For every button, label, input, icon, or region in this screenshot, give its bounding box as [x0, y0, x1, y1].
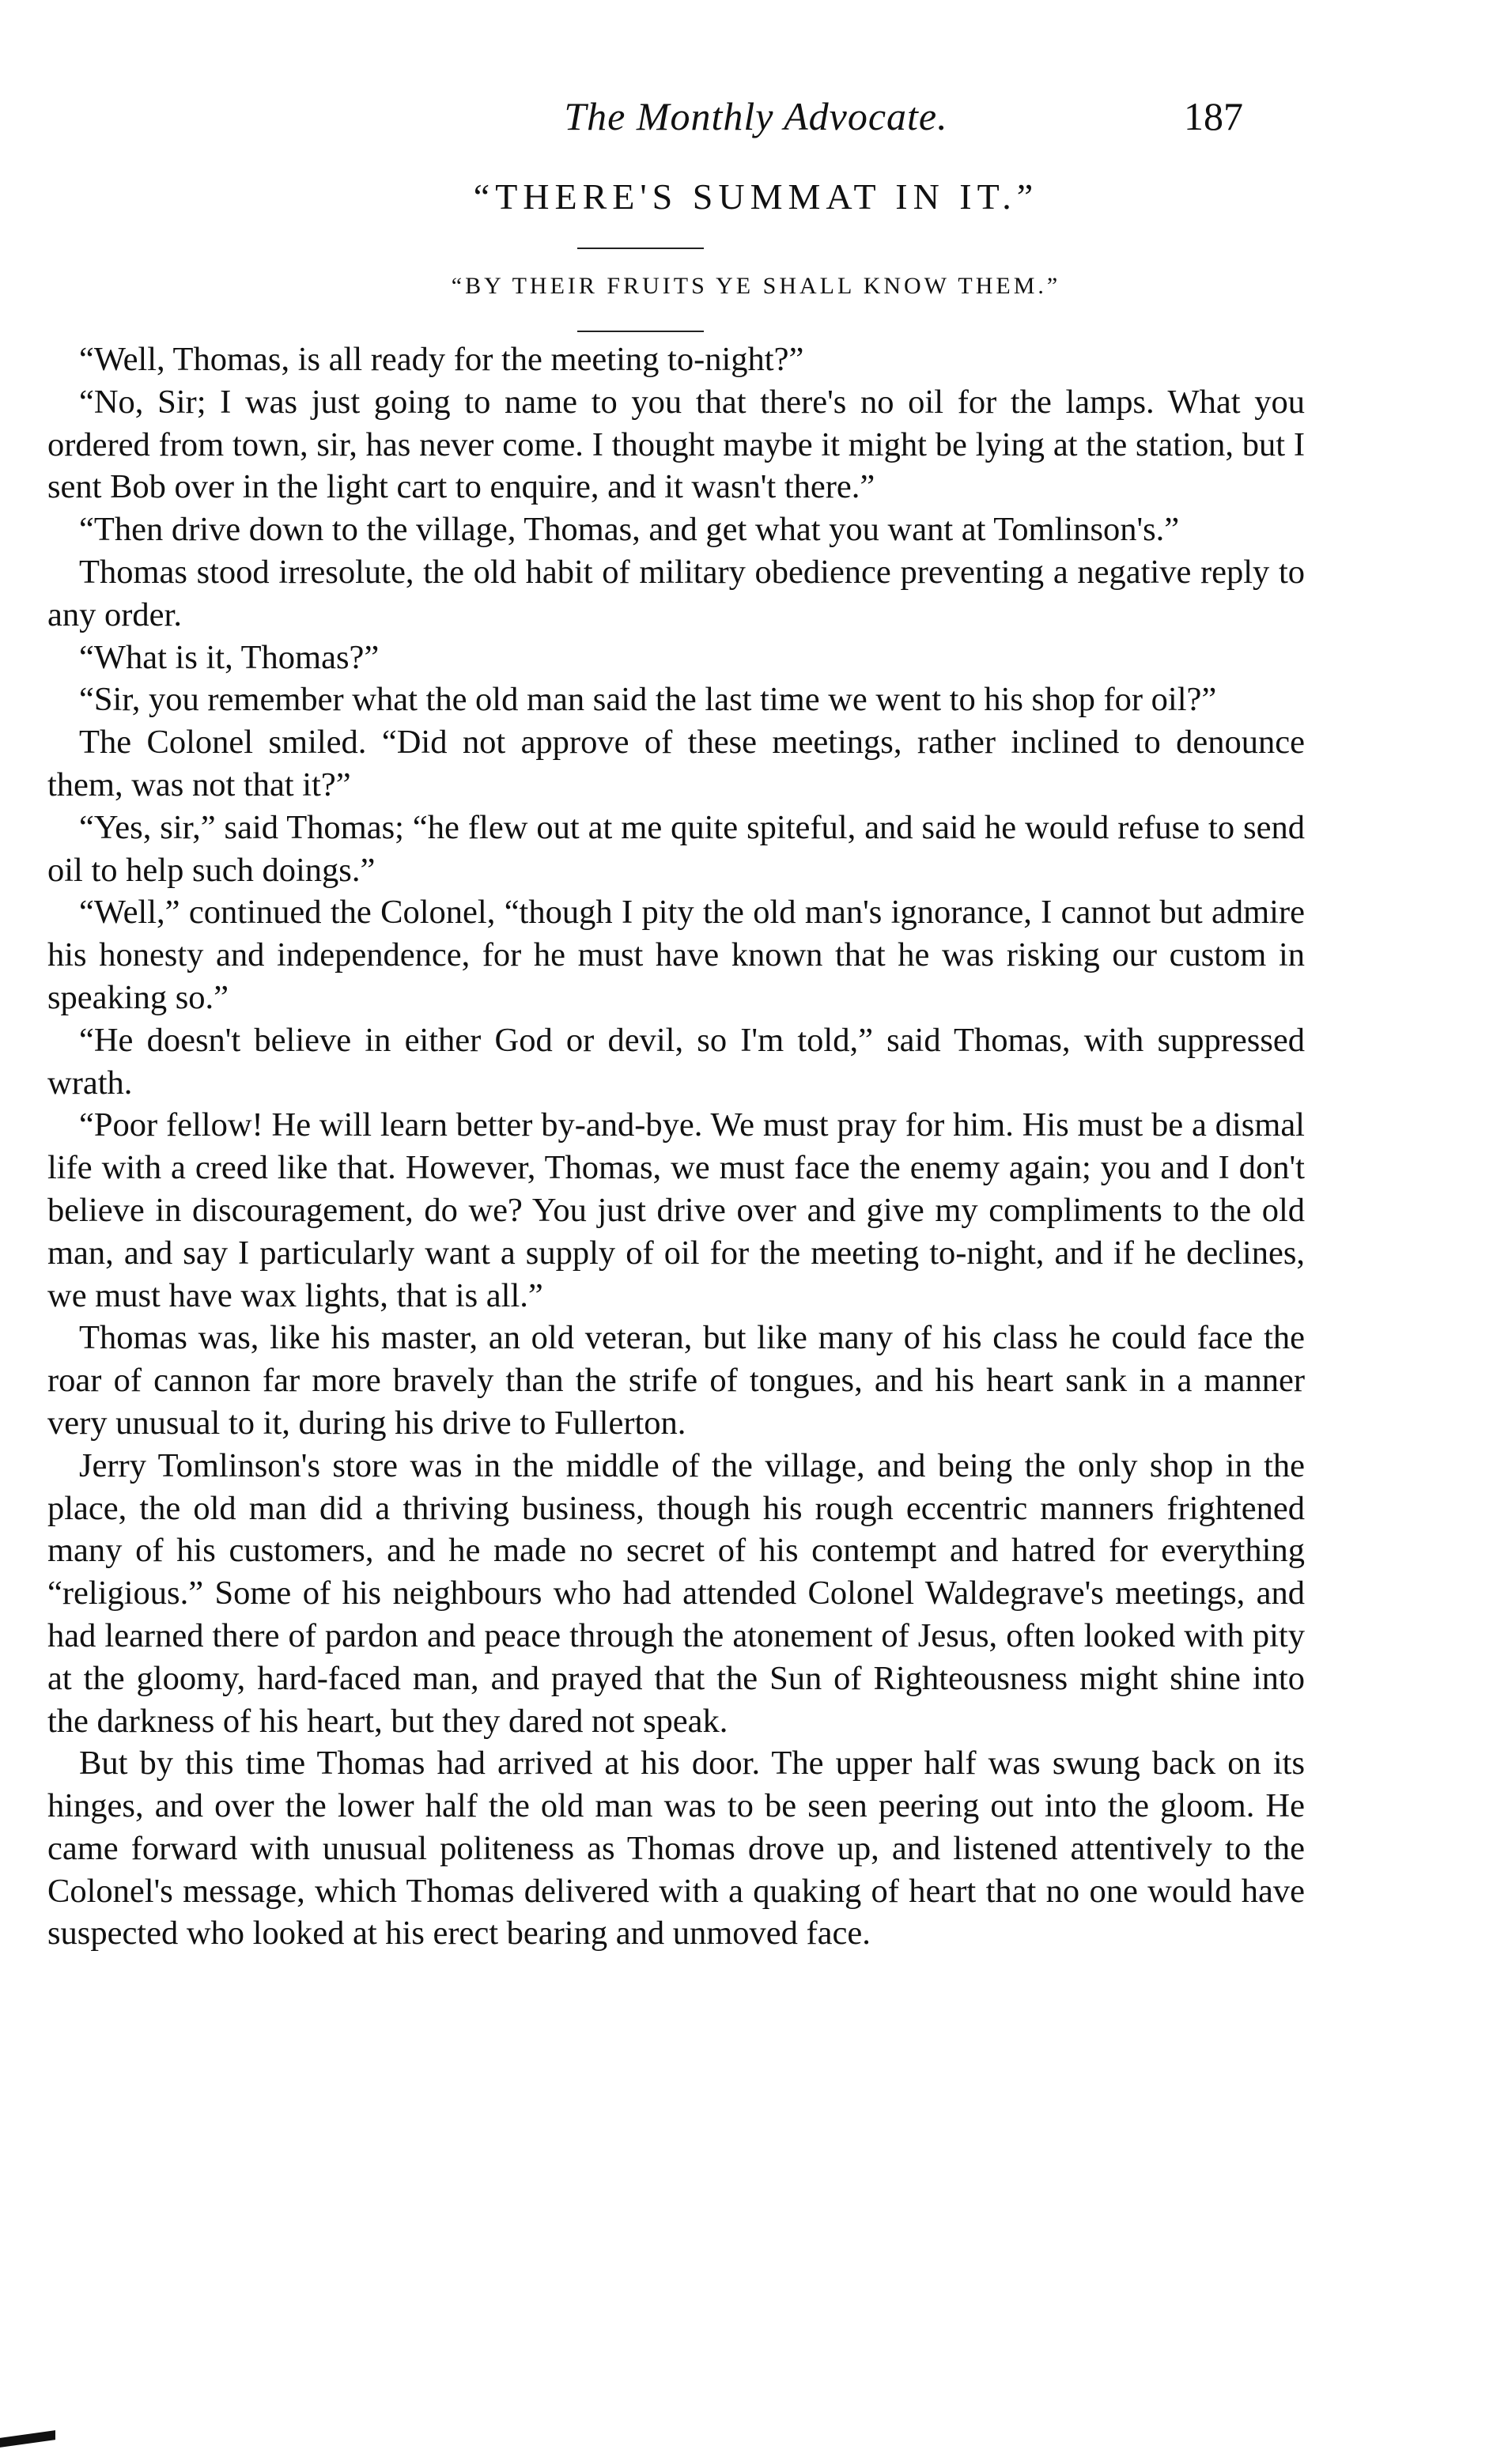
title-rule: [577, 248, 704, 249]
paragraph: “Sir, you remember what the old man said the last time we went to his shop for oil?”: [79, 681, 1217, 719]
paragraph: Jerry Tomlinson's store was in the middle of the village, and being the only shop in the place, the old man did a thriving business, though his rough eccentric manners frightened many of his customers, and he made no secret of his contempt and hatred for everything “religious.” Some of his neighbours who had attended Colonel Waldegrave's meetings, and had learned there of pardon and peace through the atonement of Jesus, often looked with pity at the gloomy, hard-faced man, and prayed that the Sun of Righteousness might shine into the darkness of his heart, but they dared not speak.: [47, 1446, 1305, 1740]
paragraph: But by this time Thomas had arrived at his door. The upper half was swung back on its hinges, and over the lower half the old man was to be seen peering out into the gloom. He came forward with unusual politeness as Thomas drove up, and listened attentively to the Colonel's message, which Thomas delivered with a quaking of heart that no one would have suspected who looked at his erect bearing and unmoved face.: [47, 1745, 1305, 1953]
article-body: [47, 338, 1305, 1955]
paragraph: “Then drive down to the village, Thomas, and get what you want at Tomlinson's.”: [79, 511, 1180, 549]
paragraph: The Colonel smiled. “Did not approve of these meetings, rather inclined to denounce them, was not that it?”: [47, 724, 1305, 803]
paragraph: Thomas was, like his master, an old veteran, but like many of his class he could face the roar of cannon far more bravely than the strife of tongues, and his heart sank in a manner very unusual to it, during his drive to Fullerton.: [47, 1319, 1305, 1442]
page-edge-mark: [0, 2430, 55, 2448]
paragraph: “What is it, Thomas?”: [79, 638, 380, 676]
page-number: 187: [1184, 94, 1243, 138]
article-title: “THERE'S SUMMAT IN IT.”: [473, 176, 1039, 217]
journal-title: The Monthly Advocate.: [564, 94, 948, 138]
paragraph: “Yes, sir,” said Thomas; “he flew out at me quite spiteful, and said he would refuse to send oil to help such doings.”: [47, 808, 1305, 889]
epigraph-rule: [577, 331, 704, 332]
paragraph: “Well,” continued the Colonel, “though I pity the old man's ignorance, I cannot but admire his honesty and independence, for he must have known that he was risking our custom in speaking so.”: [47, 894, 1305, 1016]
paragraph: Thomas stood irresolute, the old habit of military obedience preventing a negative reply to any order.: [47, 553, 1305, 633]
running-head: [47, 93, 1465, 149]
epigraph: “BY THEIR FRUITS YE SHALL KNOW THEM.”: [451, 273, 1061, 299]
paragraph: “Well, Thomas, is all ready for the meeting to-night?”: [79, 341, 804, 378]
paragraph: “No, Sir; I was just going to name to you that there's no oil for the lamps. What you ordered from town, sir, has never come. I thought maybe it might be lying at the station, but I sent Bob over in the light cart to enquire, and it wasn't there.”: [47, 383, 1305, 506]
paragraph: “He doesn't believe in either God or devil, so I'm told,” said Thomas, with suppressed wrath.: [47, 1021, 1305, 1102]
paragraph: “Poor fellow! He will learn better by-and-bye. We must pray for him. His must be a dismal life with a creed like that. However, Thomas, we must face the enemy again; you and I don't believe in discouragement, do we? You just drive over and give my compliments to the old man, and say I particularly want a supply of oil for the meeting to-night, and if he declines, we must have wax lights, that is all.”: [47, 1106, 1305, 1314]
